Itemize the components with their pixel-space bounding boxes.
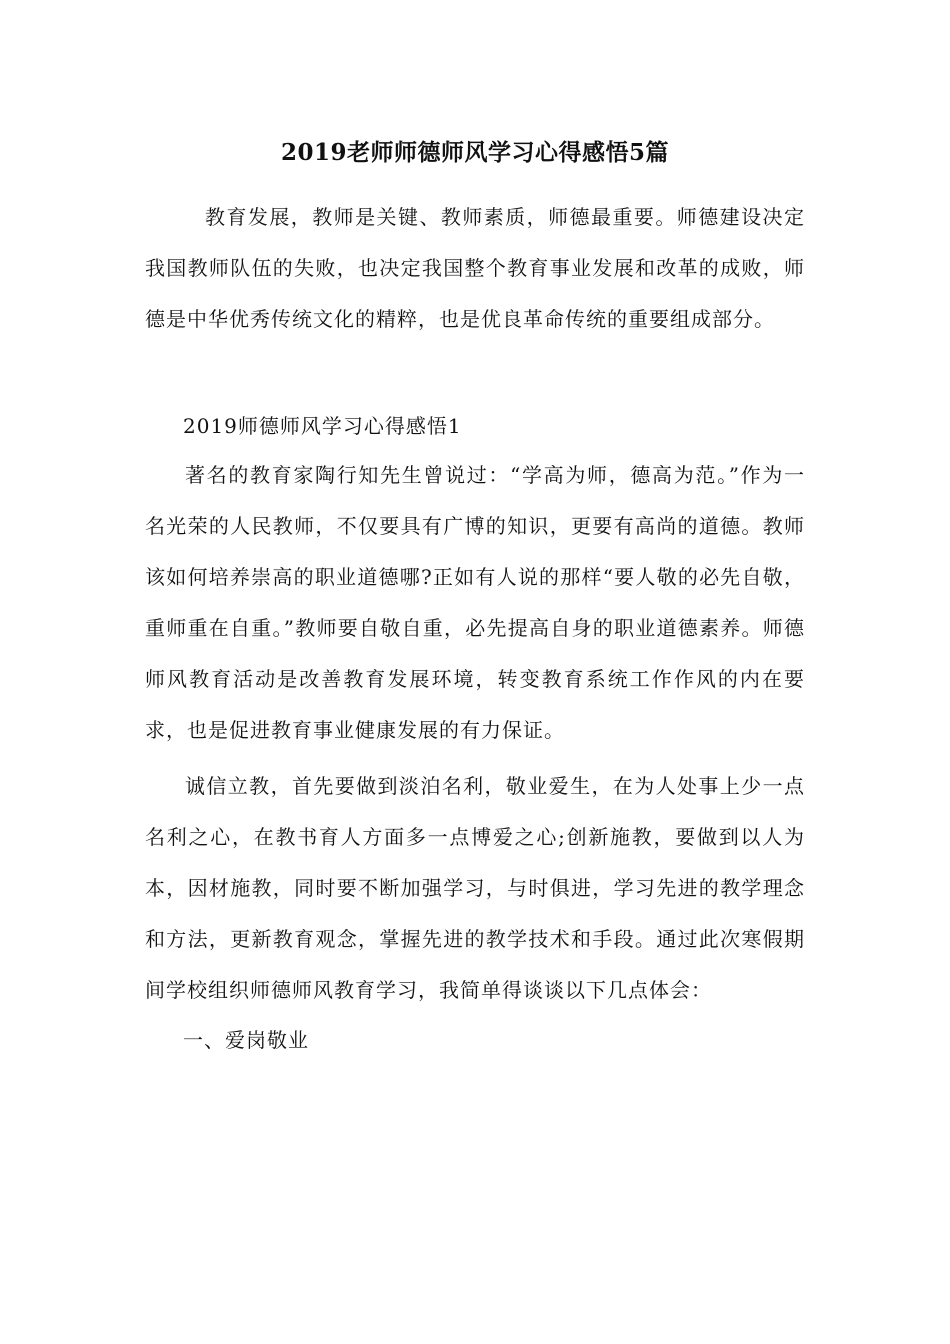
body-paragraph: 诚信立教，首先要做到淡泊名利，敬业爱生，在为人处事上少一点名利之心，在教书育人方面多一点博爱之心;创新施教，要做到以人为本，因材施教，同时要不断加强学习，与时俱进，学习先进的教学理念和方法，更新教育观念，掌握先进的教学技术和手段。通过此次寒假期间学校组织师德师风教育学习，我简单得谈谈以下几点体会：	[145, 774, 805, 1002]
document-body	[145, 192, 805, 1064]
point-heading: 一、爱岗敬业	[183, 1028, 309, 1052]
document-title: 2019老师师德师风学习心得感悟5篇	[280, 139, 670, 166]
section-spacer	[145, 345, 805, 402]
section-heading: 2019师德师风学习心得感悟1	[183, 414, 462, 438]
body-paragraph: 著名的教育家陶行知先生曾说过：“学高为师，德高为范。”作为一名光荣的人民教师，不仅要具有广博的知识，更要有高尚的道德。教师该如何培养崇高的职业道德哪?正如有人说的那样“要人敬的必先自敬，重师重在自重。”教师要自敬自重，必先提高自身的职业道德素养。师德师风教育活动是改善教育发展环境，转变教育系统工作作风的内在要求，也是促进教育事业健康发展的有力保证。	[145, 463, 805, 742]
intro-paragraph: 教育发展，教师是关键、教师素质，师德最重要。师德建设决定我国教师队伍的失败，也决定我国整个教育事业发展和改革的成败，师德是中华优秀传统文化的精粹，也是优良革命传统的重要组成部分。	[145, 205, 805, 331]
